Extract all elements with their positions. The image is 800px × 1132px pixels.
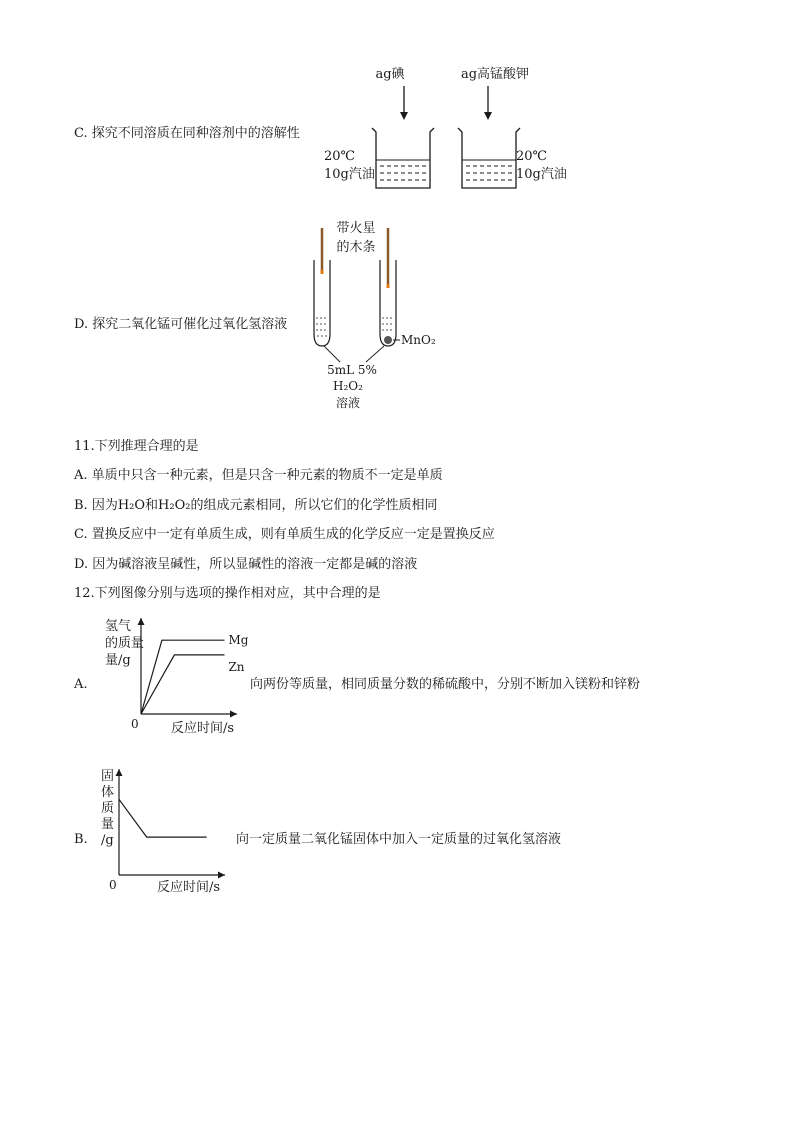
y-axis-label-line: 质	[101, 801, 115, 816]
chart-b	[95, 763, 255, 899]
solution-label-line1: 5mL 5%	[327, 363, 377, 377]
chart-a	[95, 612, 255, 738]
option-d-label: D. 探究二氧化锰可催化过氧化氢溶液	[74, 317, 288, 332]
right-beaker	[458, 128, 520, 188]
y-axis-arrow	[138, 618, 145, 625]
q12-stem: 12.下列图像分别与选项的操作相对应，其中合理的是	[74, 586, 381, 601]
right-solvent-label: 10g汽油	[516, 167, 567, 182]
x-axis-arrow	[218, 872, 225, 879]
splint-label-line1: 带火星	[336, 221, 376, 236]
series-line-mg	[141, 640, 225, 714]
y-axis-arrow	[116, 769, 123, 776]
left-solvent-label: 10g汽油	[324, 167, 375, 182]
option-c-diagram	[310, 60, 590, 200]
series-line-0	[119, 799, 207, 837]
y-axis-label-line: 体	[101, 785, 115, 800]
option-d-diagram	[300, 214, 450, 414]
q11-option-b: B. 因为H₂O和H₂O₂的组成元素相同，所以它们的化学性质相同	[74, 498, 438, 513]
y-axis-label-line: 固	[101, 769, 115, 784]
mno2-powder	[384, 336, 392, 344]
catalyst-label: MnO₂	[401, 333, 436, 347]
y-axis-label-line: 氢气	[105, 619, 132, 634]
x-axis-label: 反应时间/s	[171, 721, 235, 736]
series-label-mg: Mg	[228, 633, 249, 648]
option-c-label: C. 探究不同溶质在同种溶剂中的溶解性	[74, 126, 300, 141]
y-axis-label-line: 的质量	[105, 636, 145, 651]
y-axis-label-line: 量/g	[105, 653, 131, 668]
left-reagent-label: ag碘	[375, 67, 405, 82]
right-arrow-head	[484, 112, 492, 120]
q12-option-b-letter: B.	[74, 832, 88, 847]
x-axis-arrow	[230, 711, 237, 718]
left-beaker	[372, 128, 434, 188]
y-axis-label-line: 量	[101, 817, 115, 832]
y-axis-label-line: /g	[101, 833, 114, 848]
q12-option-a-letter: A.	[74, 677, 88, 692]
q11-option-d: D. 因为碱溶液呈碱性，所以显碱性的溶液一定都是碱的溶液	[74, 557, 418, 572]
right-temp-label: 20℃	[516, 149, 548, 164]
splint-label-line2: 的木条	[336, 240, 376, 255]
q12-option-b-text: 向一定质量二氧化锰固体中加入一定质量的过氧化氢溶液	[236, 832, 562, 847]
x-axis-label: 反应时间/s	[157, 880, 221, 895]
right-reagent-label: ag高锰酸钾	[460, 67, 530, 82]
origin-label: 0	[131, 717, 139, 731]
origin-label: 0	[109, 878, 117, 892]
series-label-zn: Zn	[228, 659, 245, 674]
left-temp-label: 20℃	[324, 149, 356, 164]
q12-option-a-text: 向两份等质量，相同质量分数的稀硫酸中，分别不断加入镁粉和锌粉	[250, 677, 641, 692]
solution-label-line3: 溶液	[335, 396, 361, 410]
q11-stem: 11.下列推理合理的是	[74, 439, 199, 454]
q11-option-c: C. 置换反应中一定有单质生成，则有单质生成的化学反应一定是置换反应	[74, 527, 495, 542]
left-arrow-head	[400, 112, 408, 120]
solution-label-line2: H₂O₂	[333, 379, 363, 393]
q11-option-a: A. 单质中只含一种元素，但是只含一种元素的物质不一定是单质	[74, 468, 443, 483]
series-line-zn	[141, 655, 225, 714]
